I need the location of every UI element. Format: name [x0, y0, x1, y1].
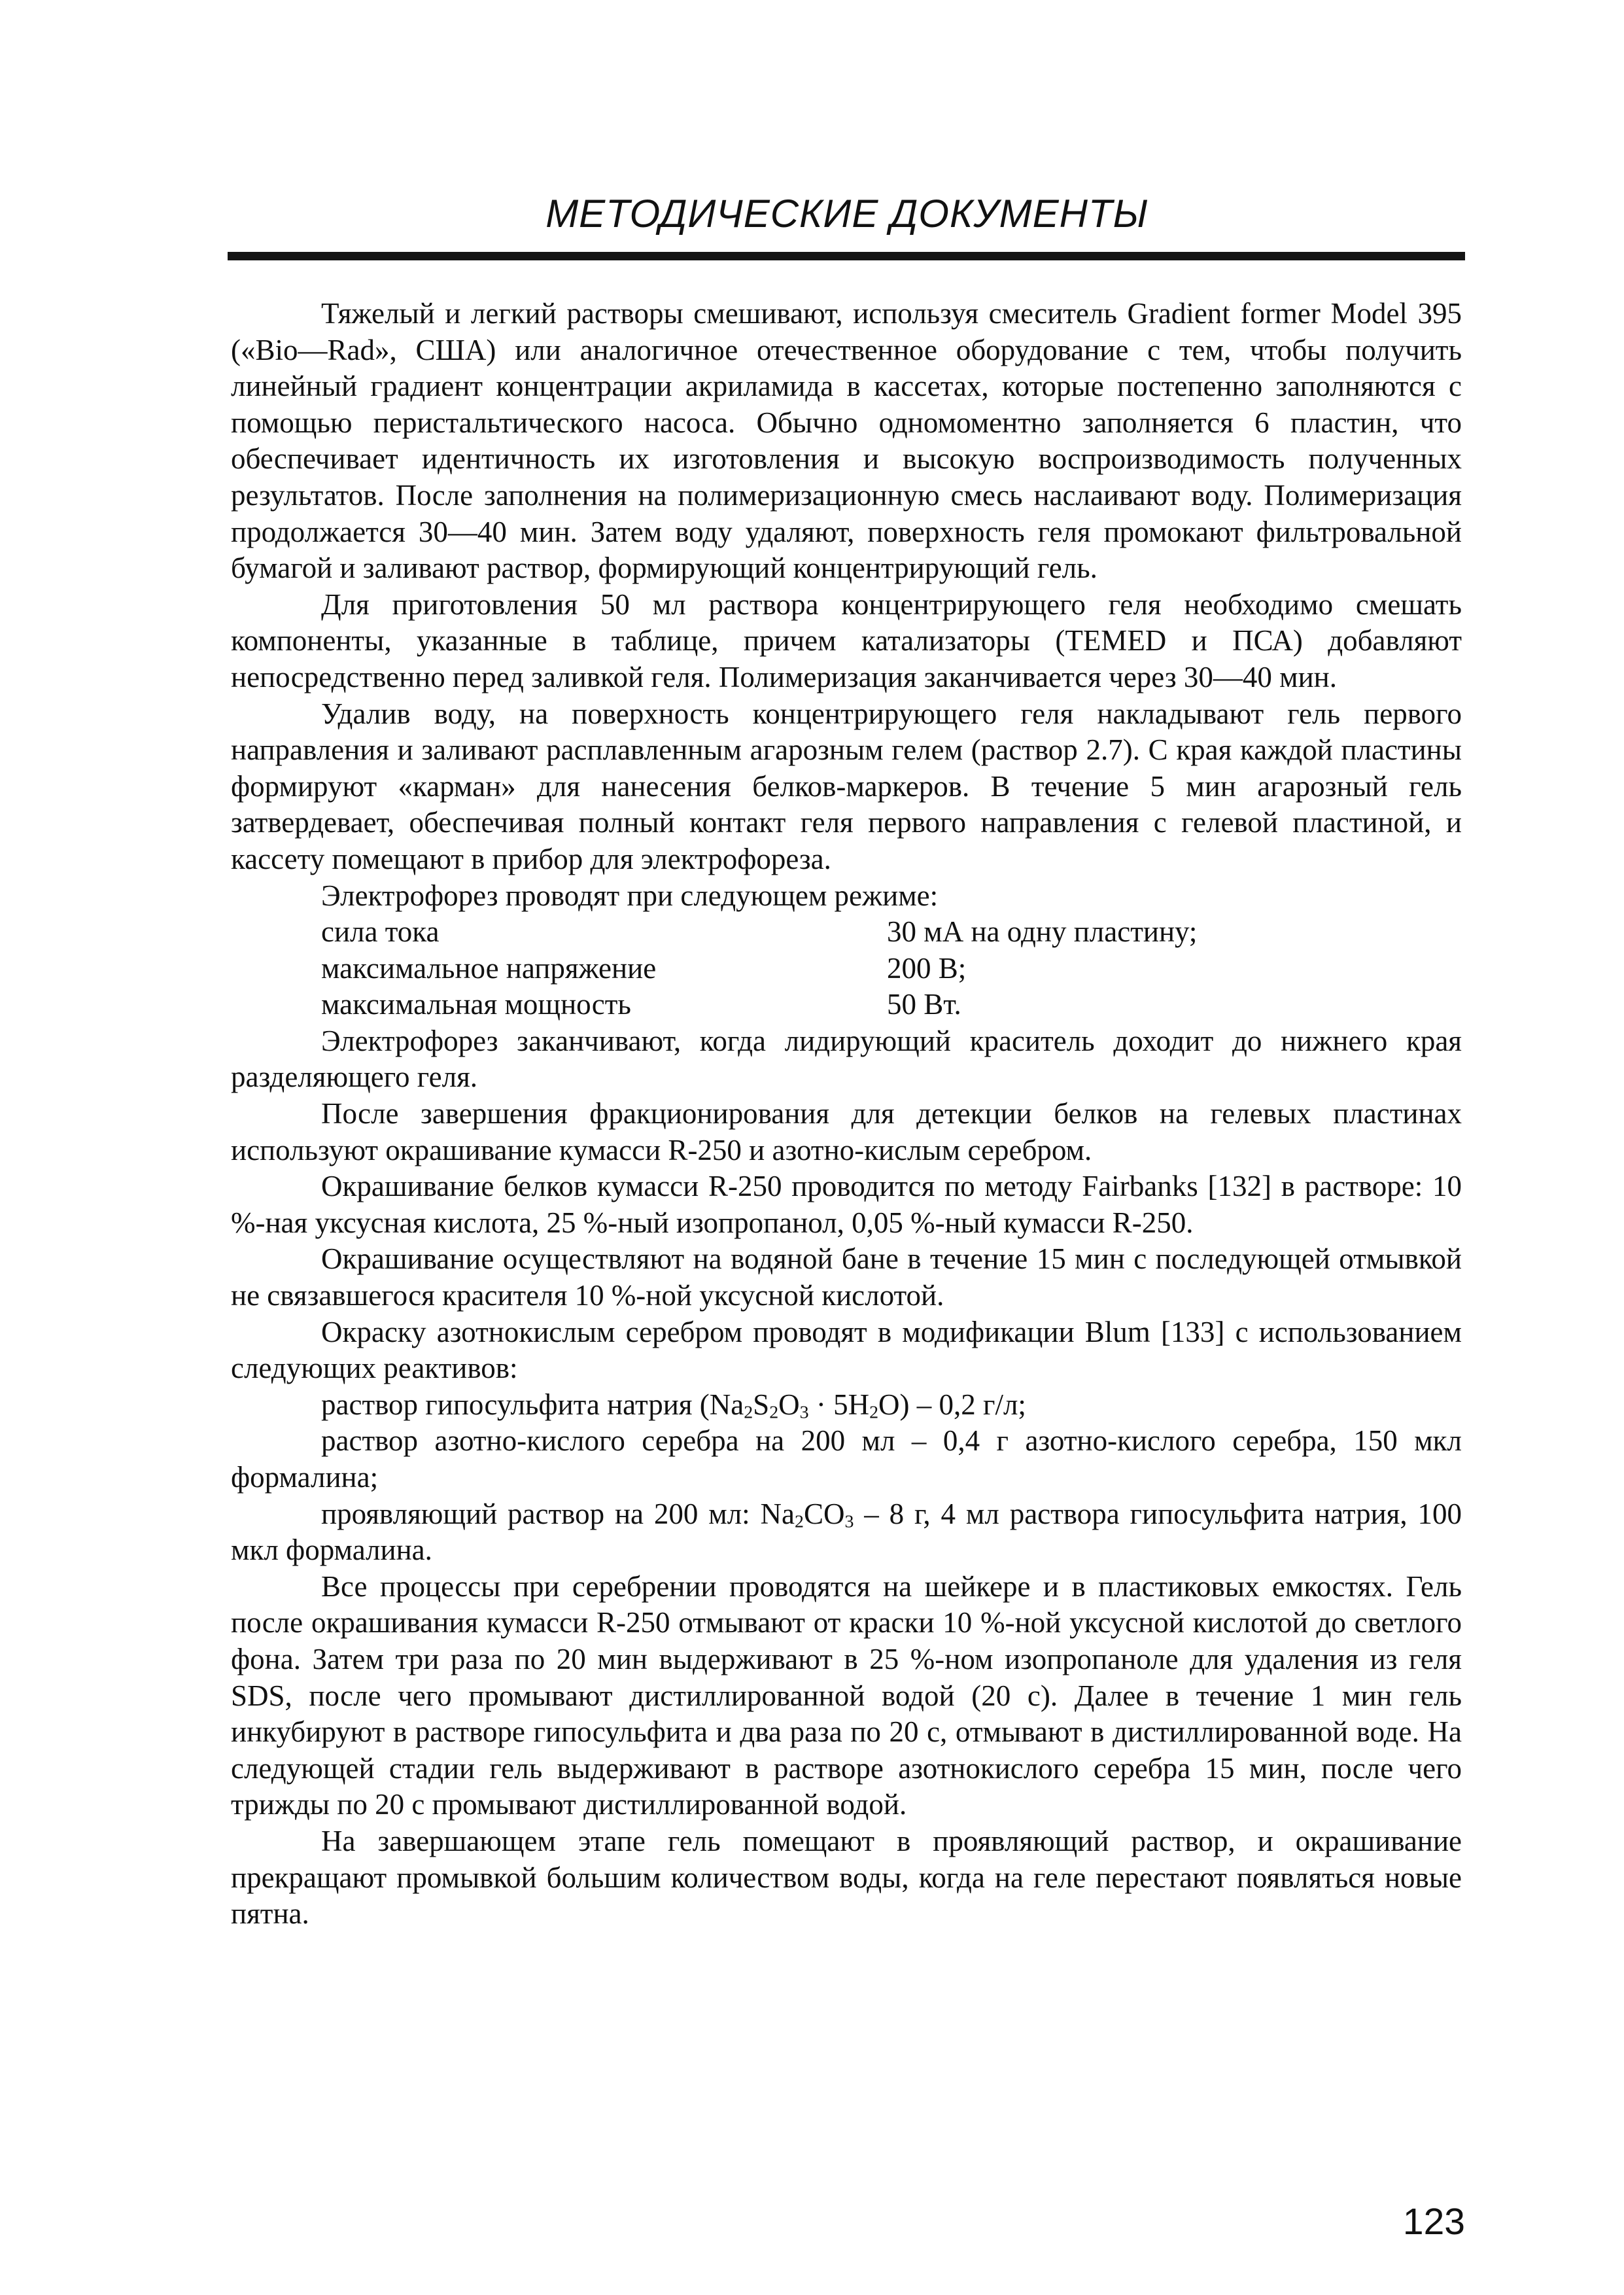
paragraph-8: Окрашивание осуществляют на водяной бане в течение 15 мин с последующей отмывкой не связавшегося красителя 10 %-ной уксусной кислотой.	[231, 1242, 1462, 1312]
header-rule	[228, 252, 1465, 260]
formula-sub: 2	[869, 1402, 879, 1423]
formula-part: CO	[803, 1497, 845, 1530]
formula-sub: 3	[844, 1511, 854, 1532]
reagent-1	[231, 1387, 1462, 1424]
page-number: 123	[1402, 2201, 1465, 2243]
paragraph-7: Окрашивание белков кумасси R-250 проводится по методу Fairbanks [132] в растворе: 10 %-ная уксусная кислота, 25 %-ный изопропанол, 0,05 %-ный кумасси R-250.	[231, 1170, 1462, 1239]
param-value: 50 Вт.	[887, 988, 961, 1021]
section-header-title: МЕТОДИЧЕСКИЕ ДОКУМЕНТЫ	[545, 192, 1149, 236]
param-row	[321, 987, 1462, 1023]
formula-part: O	[778, 1388, 800, 1421]
formula-part: – 8 г, 4 мл раствора гипосульфита натрия, 100 мкл формалина.	[231, 1497, 1462, 1567]
param-label: максимальное напряжение	[321, 951, 657, 985]
paragraph-6: После завершения фракционирования для детекции белков на гелевых пластинах используют окрашивание кумасси R-250 и азотно-кислым серебром.	[231, 1097, 1462, 1166]
param-value: 30 мА на одну пластину;	[887, 915, 1198, 949]
paragraph-2: Для приготовления 50 мл раствора концентрирующего геля необходимо смешать компоненты, указанные в таблице, причем катализаторы (TEMED и ПСА) добавляют непосредственно перед заливкой геля. Полимеризация заканчивается через 30—40 мин.	[231, 587, 1462, 693]
formula-part: S	[753, 1388, 770, 1421]
paragraph-11: На завершающем этапе гель помещают в проявляющий раствор, и окрашивание прекращают промывкой большим количеством воды, когда на геле перестают появляться новые пятна.	[231, 1824, 1462, 1931]
reagent-2: раствор азотно-кислого серебра на 200 мл – 0,4 г азотно-кислого серебра, 150 мкл формалина;	[231, 1424, 1462, 1494]
param-row	[321, 951, 1462, 987]
formula-sub: 3	[799, 1402, 809, 1423]
formula-part: · 5H	[808, 1388, 870, 1421]
param-label: сила тока	[321, 915, 440, 949]
electrophoresis-parameters	[231, 914, 1462, 1023]
param-row	[321, 914, 1462, 951]
paragraph-5: Электрофорез заканчивают, когда лидирующий краситель доходит до нижнего края разделяющего геля.	[231, 1024, 1462, 1094]
paragraph-3: Удалив воду, на поверхность концентрирующего геля накладывают гель первого направления и заливают расплавленным агарозным гелем (раствор 2.7). С края каждой пластины формируют «карман» для нанесения белков-маркеров. В течение 5 мин агарозный гель затвердевает, обеспечивая полный контакт геля первого направления с гелевой пластиной, и кассету помещают в прибор для электрофореза.	[231, 697, 1462, 875]
paragraph-4: Электрофорез проводят при следующем режиме:	[321, 879, 939, 912]
formula-sub: 2	[744, 1402, 753, 1423]
body-text	[231, 296, 1462, 1933]
paragraph-10: Все процессы при серебрении проводятся на шейкере и в пластиковых емкостях. Гель после окрашивания кумасси R-250 отмывают от краски 10 %-ной уксусной кислотой до светлого фона. Затем три раза по 20 мин выдерживают в 25 %-ном изопропаноле для удаления из геля SDS, после чего промывают дистиллированной водой (20 с). Далее в течение 1 мин гель инкубируют в растворе гипосульфита и два раза по 20 с, отмывают в дистиллированной воде. На следующей стадии гель выдерживают в растворе азотнокислого серебра 15 мин, после чего трижды по 20 с промывают дистиллированной водой.	[231, 1569, 1462, 1821]
formula-part: O) – 0,2 г/л;	[878, 1388, 1026, 1421]
paragraph-9: Окраску азотнокислым серебром проводят в модификации Blum [133] с использованием следующих реактивов:	[231, 1315, 1462, 1385]
param-value: 200 В;	[887, 951, 967, 985]
reagent-3-text: проявляющий раствор на 200 мл: Na	[321, 1497, 795, 1530]
reagent-3	[231, 1496, 1462, 1569]
paragraph-1: Тяжелый и легкий растворы смешивают, используя смеситель Gradient former Model 395 («Bio—Rad», США) или аналогичное отечественное оборудование с тем, чтобы получить линейный градиент концентрации акриламида в кассетах, которые постепенно заполняются с помощью перистальтического насоса. Обычно одномоментно заполняется 6 пластин, что обеспечивает идентичность их изготовления и высокую воспроизводимость полученных результатов. После заполнения на полимеризационную смесь наслаивают воду. Полимеризация продолжается 30—40 мин. Затем воду удаляют, поверхность геля промокают фильтровальной бумагой и заливают раствор, формирующий концентрирующий гель.	[231, 297, 1462, 585]
reagent-1-text: раствор гипосульфита натрия (Na	[321, 1388, 744, 1421]
param-label: максимальная мощность	[321, 988, 631, 1021]
formula-sub: 2	[769, 1402, 779, 1423]
formula-sub: 2	[795, 1511, 804, 1532]
